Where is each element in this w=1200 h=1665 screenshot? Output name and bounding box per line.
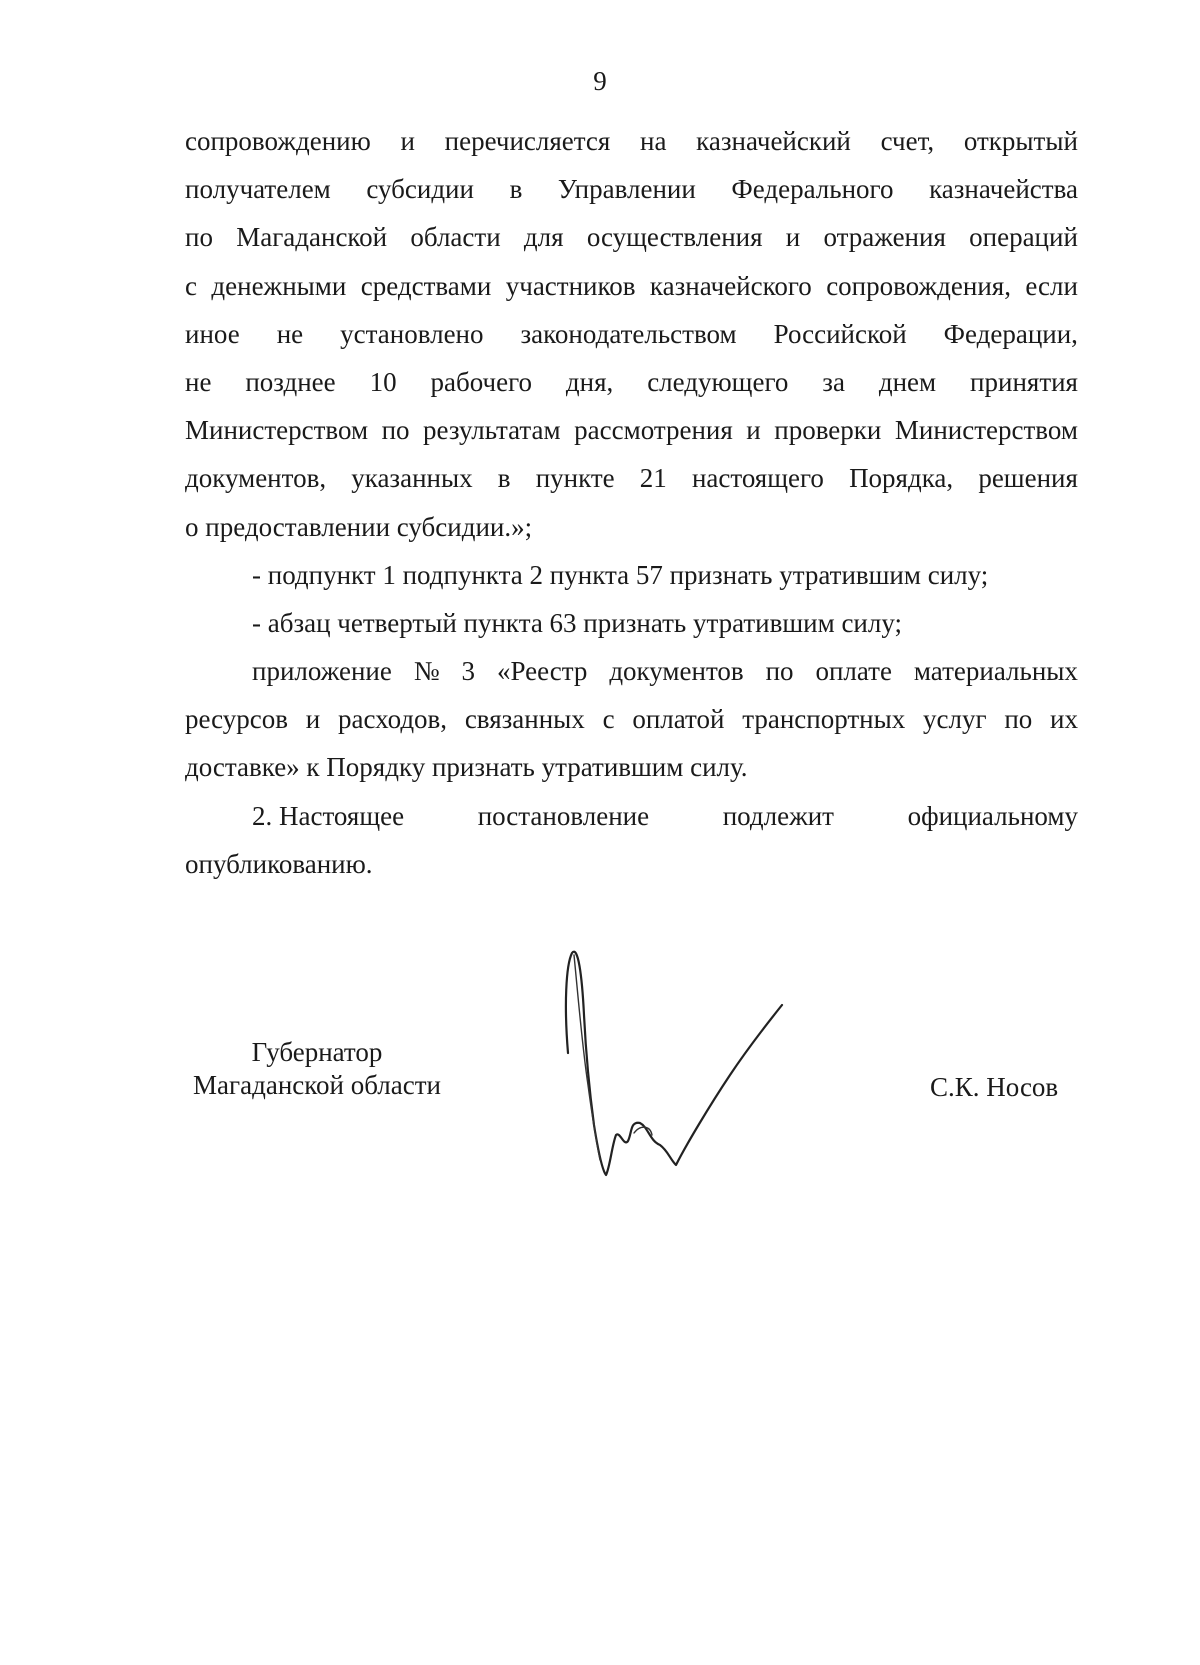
text-line-2 <box>185 165 1078 213</box>
word: не <box>276 318 304 349</box>
word: участников <box>505 270 636 301</box>
word: Федерального <box>731 174 894 205</box>
word: казначейского <box>649 270 812 301</box>
word: решения <box>978 463 1078 494</box>
word: области <box>410 222 501 253</box>
word: Управлении <box>557 174 696 205</box>
word: следующего <box>647 366 789 397</box>
list-item-1: - подпункт 1 подпункта 2 пункта 57 признать утратившим силу; <box>252 559 989 590</box>
word: рабочего <box>430 366 532 397</box>
word: открытый <box>963 126 1078 156</box>
point-2-line-2: опубликованию. <box>185 848 373 879</box>
position-line-1: Губернатор <box>251 1037 383 1067</box>
word: установлено <box>340 318 484 349</box>
word: документов, <box>185 463 327 494</box>
word: перечисляется <box>444 126 611 156</box>
text-line-4 <box>185 262 1078 310</box>
word: 21 <box>639 463 667 494</box>
word: днем <box>878 366 937 397</box>
signatory-name: С.К. Носов <box>930 1072 1059 1102</box>
point-2-line-1 <box>185 792 1078 840</box>
word: операций <box>969 222 1078 253</box>
list-item-2: - абзац четвертый пункта 63 признать утратившим силу; <box>252 607 903 638</box>
word: Российской <box>773 318 907 349</box>
word: позднее <box>245 366 336 397</box>
word: проверки <box>774 415 882 446</box>
word: 3 <box>461 656 476 687</box>
word: и <box>746 415 761 446</box>
word: счет, <box>880 126 935 156</box>
text-line-9: о предоставлении субсидии.»; <box>185 511 533 542</box>
text-line-8 <box>185 454 1078 502</box>
word: услуг <box>923 704 987 735</box>
word: законодательством <box>520 318 737 349</box>
word: иное <box>185 318 240 349</box>
word: Федерации, <box>943 318 1078 349</box>
word: оплате <box>815 656 892 687</box>
word: Порядка, <box>849 463 954 494</box>
word: и <box>305 704 321 735</box>
word: по <box>381 415 410 446</box>
word: субсидии <box>366 174 474 205</box>
word: оплатой <box>632 704 725 735</box>
word: Министерством <box>185 415 369 446</box>
text-line-7 <box>185 406 1078 454</box>
word: не <box>185 366 212 397</box>
word: № <box>413 656 440 687</box>
handwritten-signature <box>560 935 820 1185</box>
word: результатам <box>423 415 561 446</box>
signatory-position <box>182 1036 452 1102</box>
position-line-2: Магаданской области <box>193 1070 441 1100</box>
word: если <box>1025 270 1078 301</box>
annex-line-1 <box>185 647 1078 695</box>
word: указанных <box>351 463 473 494</box>
word: постановление <box>477 800 650 831</box>
annex-line-3: доставке» к Порядку признать утратившим силу. <box>185 752 748 783</box>
word: их <box>1050 704 1078 735</box>
word: получателем <box>185 174 331 205</box>
word: казначейский <box>696 126 851 156</box>
word: расходов, <box>338 704 448 735</box>
word: денежными <box>211 270 347 301</box>
text-line-6 <box>185 358 1078 406</box>
word: транспортных <box>742 704 906 735</box>
word: в <box>509 174 523 205</box>
word: дня, <box>565 366 614 397</box>
word: на <box>640 126 667 156</box>
word: отражения <box>823 222 946 253</box>
word: осуществления <box>586 222 763 253</box>
word: по <box>185 222 213 253</box>
word: «Реестр <box>496 656 588 687</box>
annex-line-2 <box>185 695 1078 743</box>
word: с <box>602 704 615 735</box>
word: официальному <box>907 800 1078 831</box>
word: рассмотрения <box>574 415 733 446</box>
word: ресурсов <box>185 704 289 735</box>
word: средствами <box>360 270 492 301</box>
text-line-1 <box>185 117 1078 165</box>
word: пункте <box>535 463 615 494</box>
text-line-5 <box>185 310 1078 358</box>
word: документов <box>609 656 744 687</box>
word: сопровождению <box>185 126 371 156</box>
word: настоящего <box>691 463 824 494</box>
word: приложение <box>252 656 392 687</box>
word: по <box>765 656 794 687</box>
word: 10 <box>369 366 397 397</box>
page-number: 9 <box>593 66 607 96</box>
word: с <box>185 270 197 301</box>
document-body <box>185 117 1078 888</box>
word: подлежит <box>722 800 834 831</box>
word: за <box>822 366 845 397</box>
word: по <box>1004 704 1033 735</box>
word: Министерством <box>894 415 1078 446</box>
word: в <box>497 463 511 494</box>
word: принятия <box>970 366 1078 397</box>
text-line-3 <box>185 213 1078 261</box>
word: казначейства <box>929 174 1078 205</box>
word: для <box>523 222 564 253</box>
word: сопровождения, <box>826 270 1011 301</box>
word: материальных <box>913 656 1078 687</box>
word: 2. Настоящее <box>252 800 405 831</box>
word: связанных <box>464 704 585 735</box>
word: и <box>785 222 801 253</box>
word: и <box>400 126 415 156</box>
word: Магаданской <box>236 222 388 253</box>
